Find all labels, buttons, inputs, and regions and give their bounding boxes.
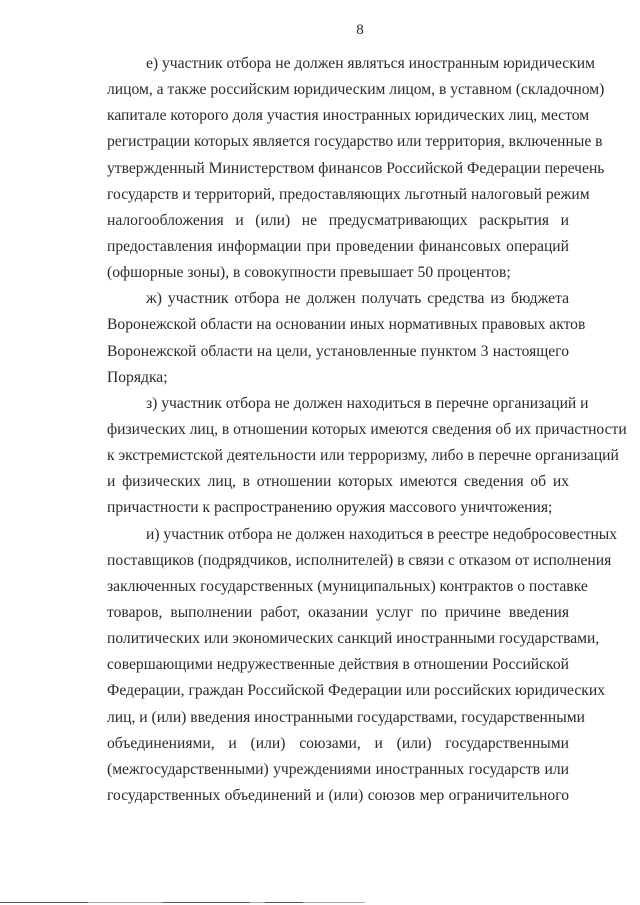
text-line: предоставления информации при проведении финансовых операций xyxy=(107,237,569,255)
text-line: заключенных государственных (муниципальных) контрактов о поставке xyxy=(107,577,588,595)
text-line: товаров, выполнении работ, оказании услуг по причине введения xyxy=(107,603,569,621)
paragraph-e xyxy=(107,51,605,286)
text-line: Воронежской области на цели, установленные пунктом 3 настоящего xyxy=(107,342,569,360)
text-line: поставщиков (подрядчиков, исполнителей) в связи с отказом от исполнения xyxy=(107,551,612,569)
text-line: политических или экономических санкций иностранными государствами, xyxy=(107,630,600,648)
text-line: к экстремистской деятельности или терроризму, либо в перечне организаций xyxy=(107,447,619,465)
text-line: причастности к распространению оружия массового уничтожения; xyxy=(107,499,553,517)
text-line: и) участник отбора не должен находиться в реестре недобросовестных xyxy=(146,525,618,543)
text-line: з) участник отбора не должен находиться в перечне организаций и xyxy=(146,394,589,412)
text-line: е) участник отбора не должен являться иностранным юридическим xyxy=(146,55,596,72)
text-line: и физических лиц, в отношении которых имеются сведения об их xyxy=(107,473,569,491)
text-line: Воронежской области на основании иных нормативных правовых актов xyxy=(107,316,586,334)
text-line: Порядка; xyxy=(107,368,168,386)
text-line: утвержденный Министерством финансов Российской Федерации перечень xyxy=(107,159,605,177)
text-line: Федерации, граждан Российской Федерации или российских юридических xyxy=(107,682,606,700)
text-line: объединениями, и (или) союзами, и (или) государственными xyxy=(107,734,569,752)
paragraph-zh xyxy=(107,286,586,391)
text-line: (межгосударственными) учреждениями иностранных государств или xyxy=(107,760,569,778)
text-line: лиц, и (или) введения иностранными государствами, государственными xyxy=(107,708,585,726)
document-body xyxy=(107,51,627,809)
text-line: государственных объединений и (или) союзов мер ограничительного xyxy=(107,786,569,804)
text-line: совершающими недружественные действия в отношении Российской xyxy=(107,656,569,674)
text-line: лицом, а также российским юридическим лицом, в уставном (складочном) xyxy=(107,81,605,99)
page-number: 8 xyxy=(356,22,364,38)
paragraph-z xyxy=(107,391,627,522)
text-line: государств и территорий, предоставляющих льготный налоговый режим xyxy=(107,185,590,203)
text-line: физических лиц, в отношении которых имеются сведения об их причастности xyxy=(107,420,627,438)
paragraph-i xyxy=(107,522,618,810)
text-line: налогообложения и (или) не предусматривающих раскрытия и xyxy=(107,211,569,229)
text-line: (офшорные зоны), в совокупности превышает 50 процентов; xyxy=(107,264,511,282)
text-line: регистрации которых является государство или территория, включенные в xyxy=(107,133,603,151)
text-line: ж) участник отбора не должен получать средства из бюджета xyxy=(146,290,569,308)
text-line: капитале которого доля участия иностранных юридических лиц, местом xyxy=(107,107,590,125)
scan-artifact-line xyxy=(0,902,365,903)
